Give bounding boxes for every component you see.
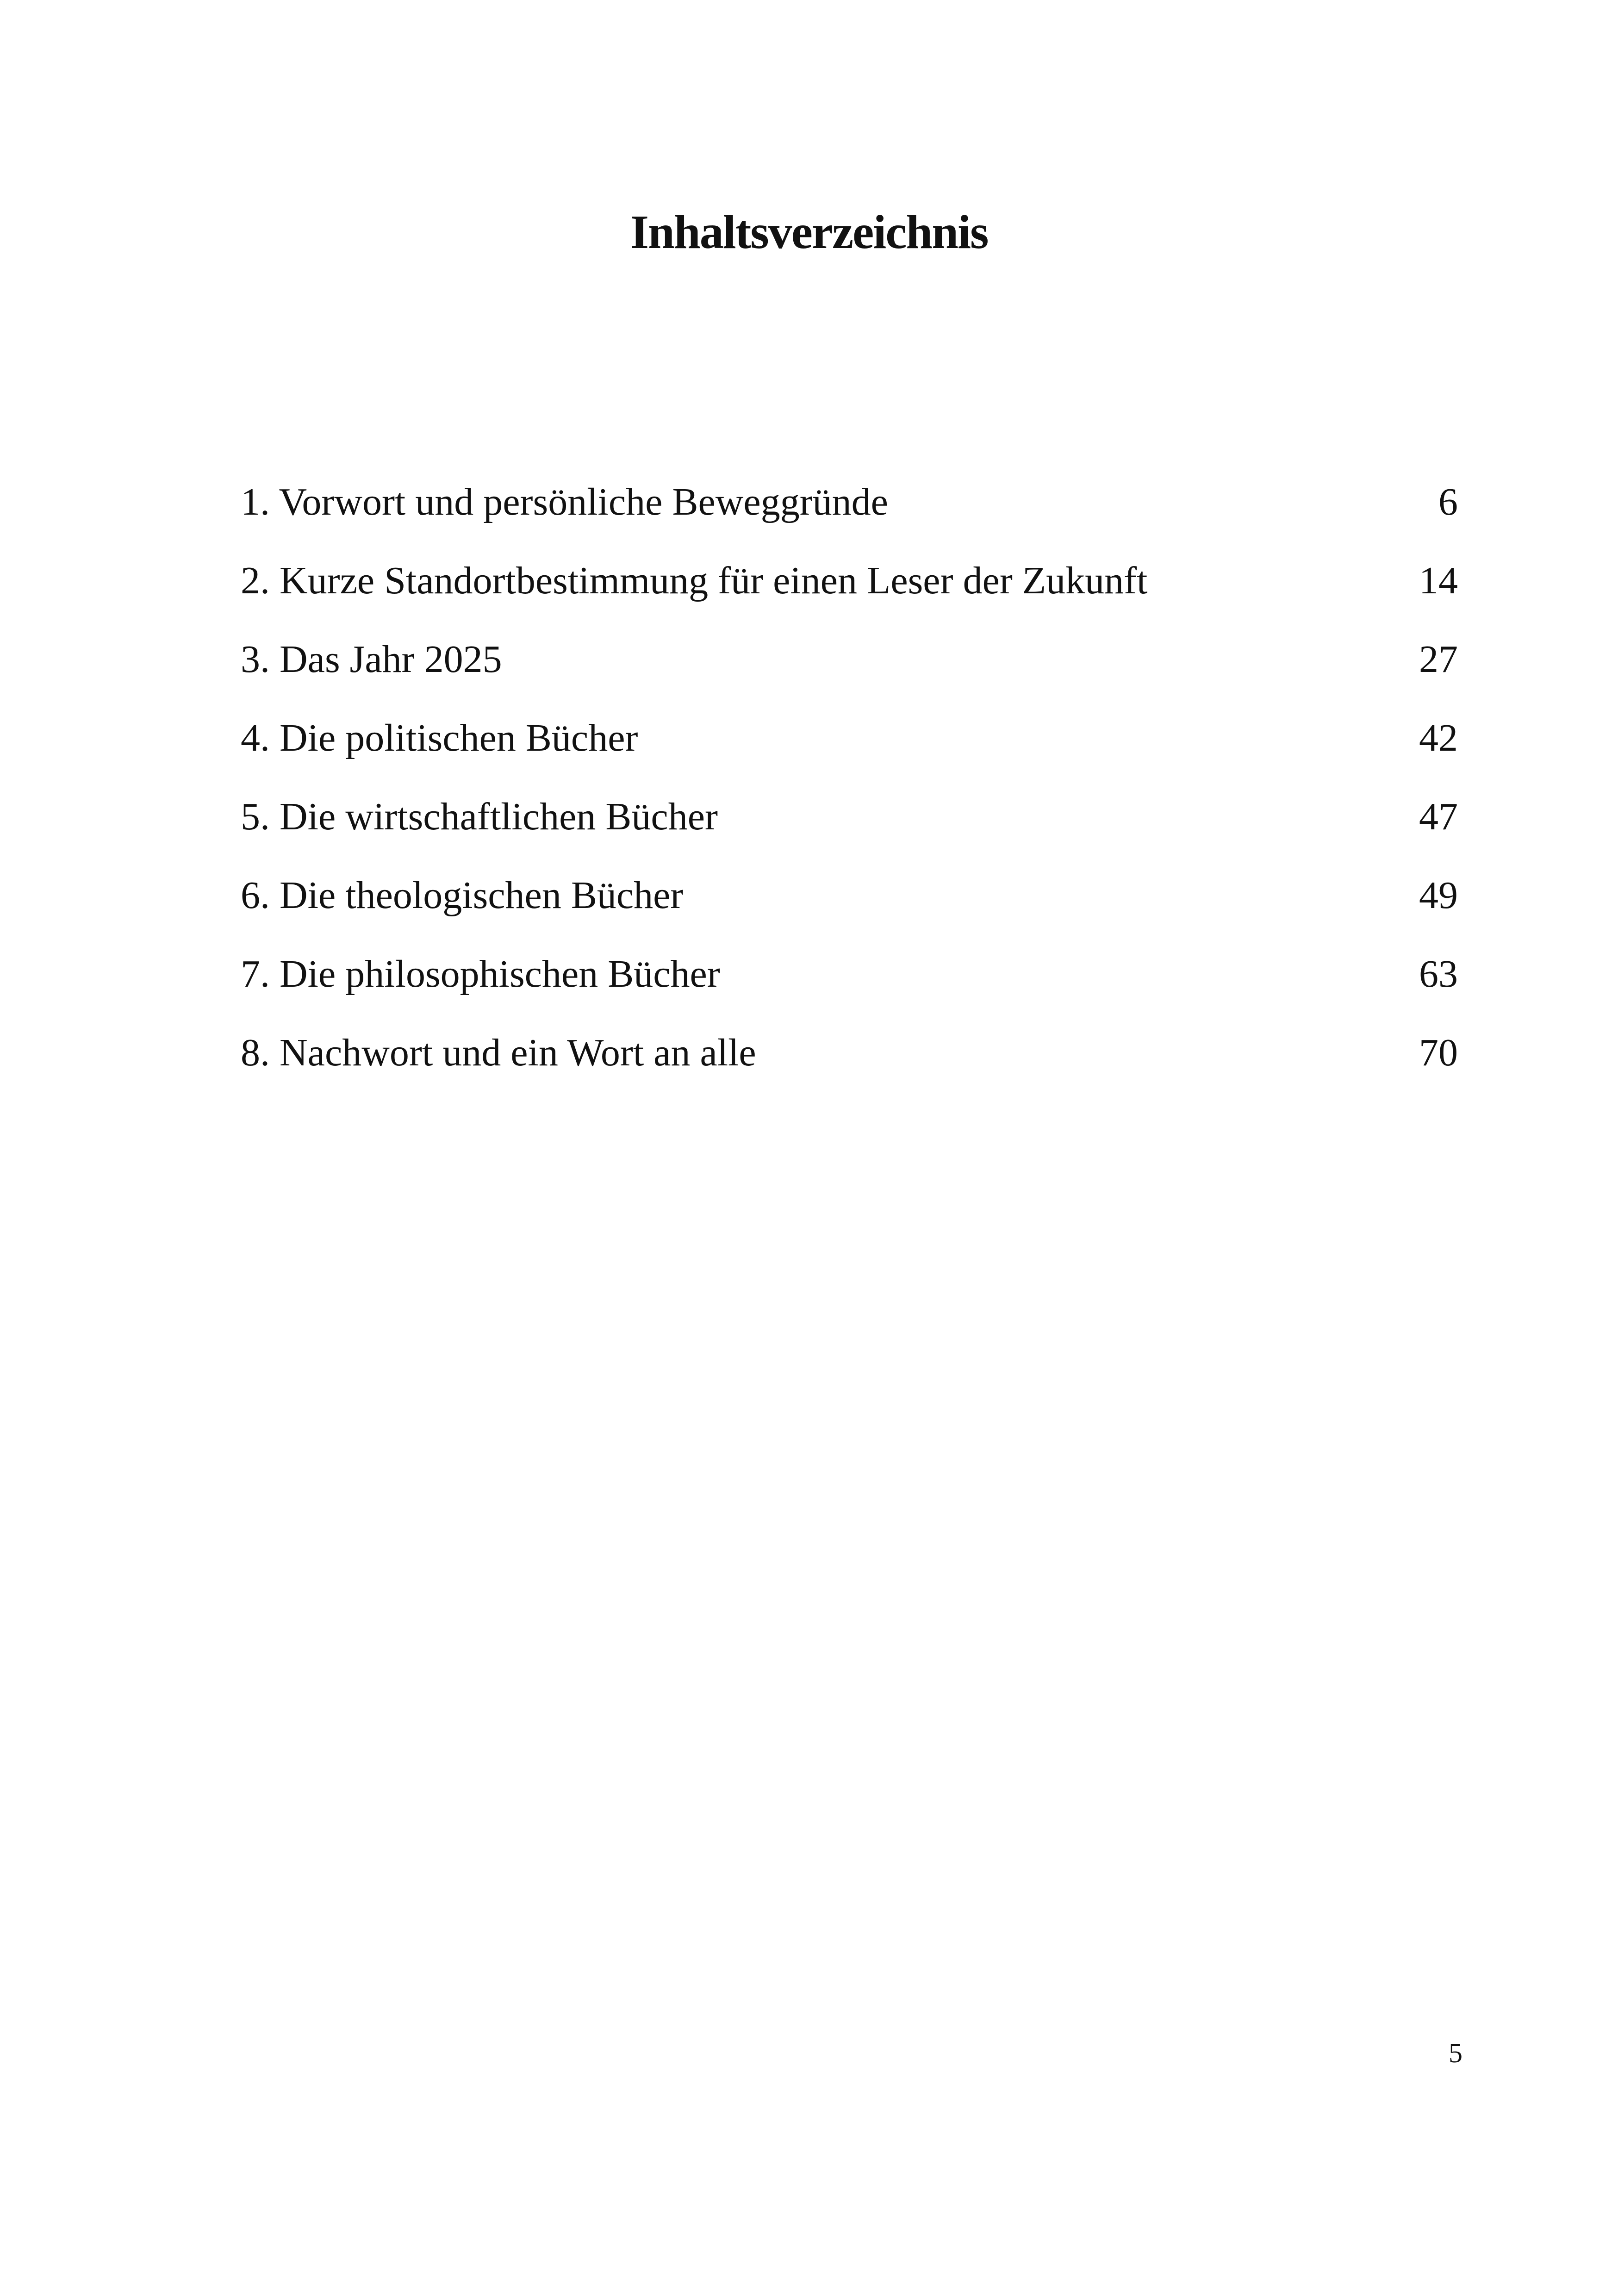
toc-entry-page: 27 — [1419, 638, 1458, 681]
toc-entry — [241, 940, 1462, 1018]
toc-entry-label: 1. Vorwort und persönliche Beweggründe — [241, 480, 888, 523]
toc-entry — [241, 546, 1462, 625]
toc-entry-label: 8. Nachwort und ein Wort an alle — [241, 1031, 756, 1074]
page-number: 5 — [1449, 2038, 1462, 2068]
table-of-contents — [241, 467, 1462, 1097]
toc-entry-page: 70 — [1419, 1031, 1458, 1074]
toc-entry-page: 6 — [1438, 480, 1458, 523]
toc-entry-page: 63 — [1419, 952, 1458, 996]
toc-entry-page: 42 — [1419, 716, 1458, 759]
toc-entry — [241, 625, 1462, 703]
toc-entry-page: 49 — [1419, 874, 1458, 917]
toc-entry-label: 6. Die theologischen Bücher — [241, 874, 684, 917]
toc-entry-page: 47 — [1419, 795, 1458, 838]
toc-entry — [241, 467, 1462, 546]
toc-entry-label: 2. Kurze Standortbestimmung für einen Leser der Zukunft — [241, 559, 1148, 602]
toc-entry — [241, 782, 1462, 861]
toc-entry-label: 5. Die wirtschaftlichen Bücher — [241, 795, 718, 838]
toc-entry-label: 3. Das Jahr 2025 — [241, 638, 502, 681]
toc-entry-page: 14 — [1419, 559, 1458, 602]
toc-entry-label: 7. Die philosophischen Bücher — [241, 952, 720, 996]
toc-entry — [241, 1018, 1462, 1097]
toc-entry — [241, 861, 1462, 940]
toc-entry-label: 4. Die politischen Bücher — [241, 716, 638, 759]
toc-entry — [241, 703, 1462, 782]
page-title: Inhaltsverzeichnis — [630, 205, 988, 259]
